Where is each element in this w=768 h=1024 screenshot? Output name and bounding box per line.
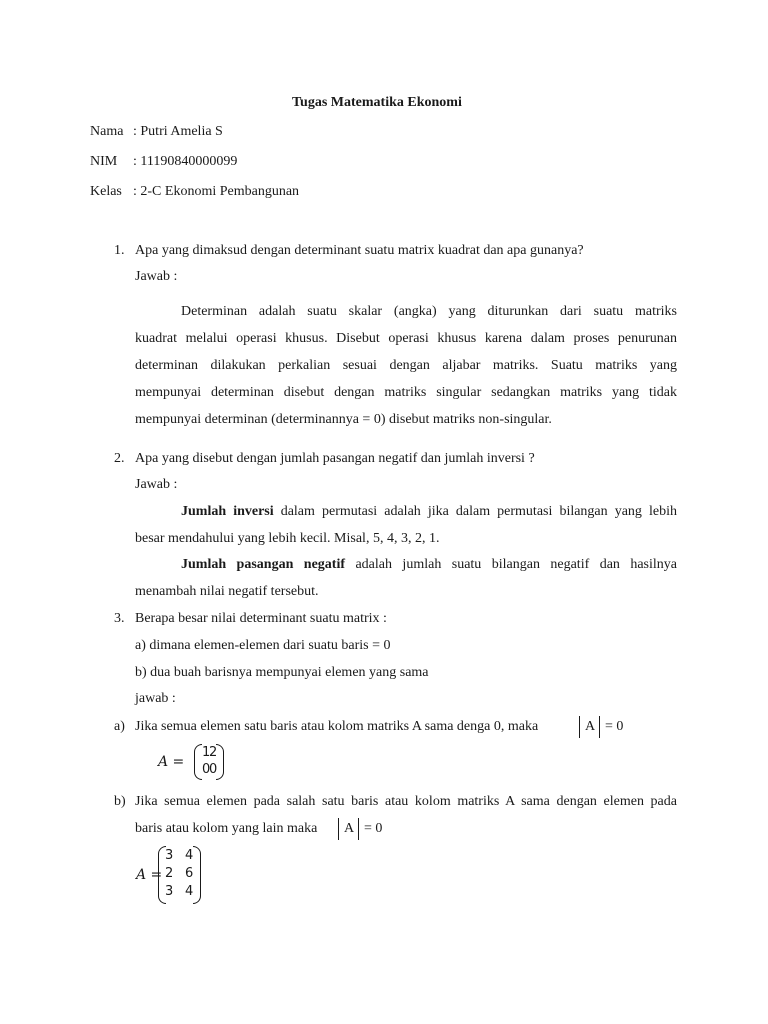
q3-matrix-b-cell: 3	[165, 884, 174, 899]
q2-question: Apa yang disebut dengan jumlah pasangan negatif dan jumlah inversi ?	[135, 451, 535, 466]
q1-question: Apa yang dimaksud dengan determinant suatu matrix kuadrat dan apa gunanya?	[135, 243, 584, 258]
q3-answer-label: jawab :	[135, 691, 176, 706]
q3-answer-a-det-bar-left	[579, 716, 580, 738]
q3-matrix-a-left-paren	[194, 744, 202, 780]
q3-matrix-a-cell: 1	[202, 745, 211, 760]
q2-paragraph-2-line-1	[181, 556, 677, 574]
q2-term-jumlah-inversi: Jumlah inversi	[181, 504, 274, 519]
q3-matrix-a-cell: 0	[209, 762, 218, 777]
q3-matrix-b-label: A =	[136, 867, 163, 883]
q2-term-jumlah-pasangan-negatif: Jumlah pasangan negatif	[181, 557, 346, 572]
q2-paragraph-2-line-2: menambah nilai negatif tersebut.	[135, 584, 319, 599]
identity-value-name: : Putri Amelia S	[133, 124, 223, 139]
q2-answer-label: Jawab :	[135, 477, 178, 492]
q1-answer-line-4: mempunyai determinan disebut dengan matriks singular sedangkan matriks yang tidak	[135, 385, 677, 400]
q3-matrix-a-cell: 2	[209, 745, 218, 760]
identity-value-kelas: : 2-C Ekonomi Pembangunan	[133, 184, 300, 199]
identity-label-nim: NIM	[90, 154, 118, 169]
q3-answer-b-text-line-2: baris atau kolom yang lain maka	[135, 821, 318, 836]
q2-paragraph-1-line-1	[181, 503, 677, 521]
q1-number: 1.	[114, 243, 125, 258]
q3-answer-b-det-inner: A	[344, 821, 355, 836]
q3-option-b: b) dua buah barisnya mempunyai elemen yang sama	[135, 665, 429, 680]
q3-answer-b-text-line-1: Jika semua elemen pada salah satu baris atau kolom matriks A sama dengan elemen pada	[135, 794, 677, 809]
q3-answer-a-det-inner: A	[585, 719, 596, 734]
identity-value-nim: : 11190840000099	[133, 154, 238, 169]
q3-answer-b-det-bar-right	[358, 818, 359, 840]
identity-label-kelas: Kelas	[90, 184, 122, 199]
q3-matrix-b-cell: 6	[185, 866, 194, 881]
q3-answer-a-det-equals: = 0	[605, 719, 624, 734]
q3-matrix-b-cell: 3	[165, 848, 174, 863]
q3-number: 3.	[114, 611, 125, 626]
q3-question: Berapa besar nilai determinant suatu matrix :	[135, 611, 387, 626]
q1-answer-line-2: kuadrat melalui operasi khusus. Disebut operasi khusus karena dalam proses penurunan	[135, 331, 677, 346]
q3-matrix-b-cell: 4	[185, 884, 194, 899]
q1-answer-line-3: determinan dilakukan perkalian sesuai dengan aljabar matriks. Suatu matriks yang	[135, 358, 677, 373]
q3-answer-a-det-bar-right	[599, 716, 600, 738]
q3-matrix-a-right-paren	[216, 744, 224, 780]
q1-answer-line-5: mempunyai determinan (determinannya = 0) disebut matriks non-singular.	[135, 412, 552, 427]
q2-paragraph-2-text: adalah jumlah suatu bilangan negatif dan hasilnya	[345, 557, 677, 572]
document-title: Tugas Matematika Ekonomi	[292, 95, 462, 110]
q2-paragraph-1-text: dalam permutasi adalah jika dalam permutasi bilangan yang lebih	[273, 504, 677, 519]
q3-answer-b-marker: b)	[114, 794, 126, 809]
q3-option-a: a) dimana elemen-elemen dari suatu baris = 0	[135, 638, 391, 653]
q2-number: 2.	[114, 451, 125, 466]
q3-answer-a-text: Jika semua elemen satu baris atau kolom matriks A sama denga 0, maka	[135, 719, 539, 734]
q2-paragraph-1-line-2: besar mendahului yang lebih kecil. Misal, 5, 4, 3, 2, 1.	[135, 531, 440, 546]
q3-matrix-b-cell: 4	[185, 848, 194, 863]
q3-matrix-a-label: A =	[158, 754, 185, 770]
identity-label-name: Nama	[90, 124, 124, 139]
q3-answer-b-det-equals: = 0	[364, 821, 383, 836]
q1-answer-line-1: Determinan adalah suatu skalar (angka) yang diturunkan dari suatu matriks	[181, 304, 677, 319]
q1-answer-label: Jawab :	[135, 269, 178, 284]
q3-matrix-a-cell: 0	[202, 762, 211, 777]
q3-answer-b-det-bar-left	[338, 818, 339, 840]
q3-answer-a-marker: a)	[114, 719, 125, 734]
q3-matrix-b-right-paren	[193, 846, 201, 904]
q3-matrix-b-cell: 2	[165, 866, 174, 881]
